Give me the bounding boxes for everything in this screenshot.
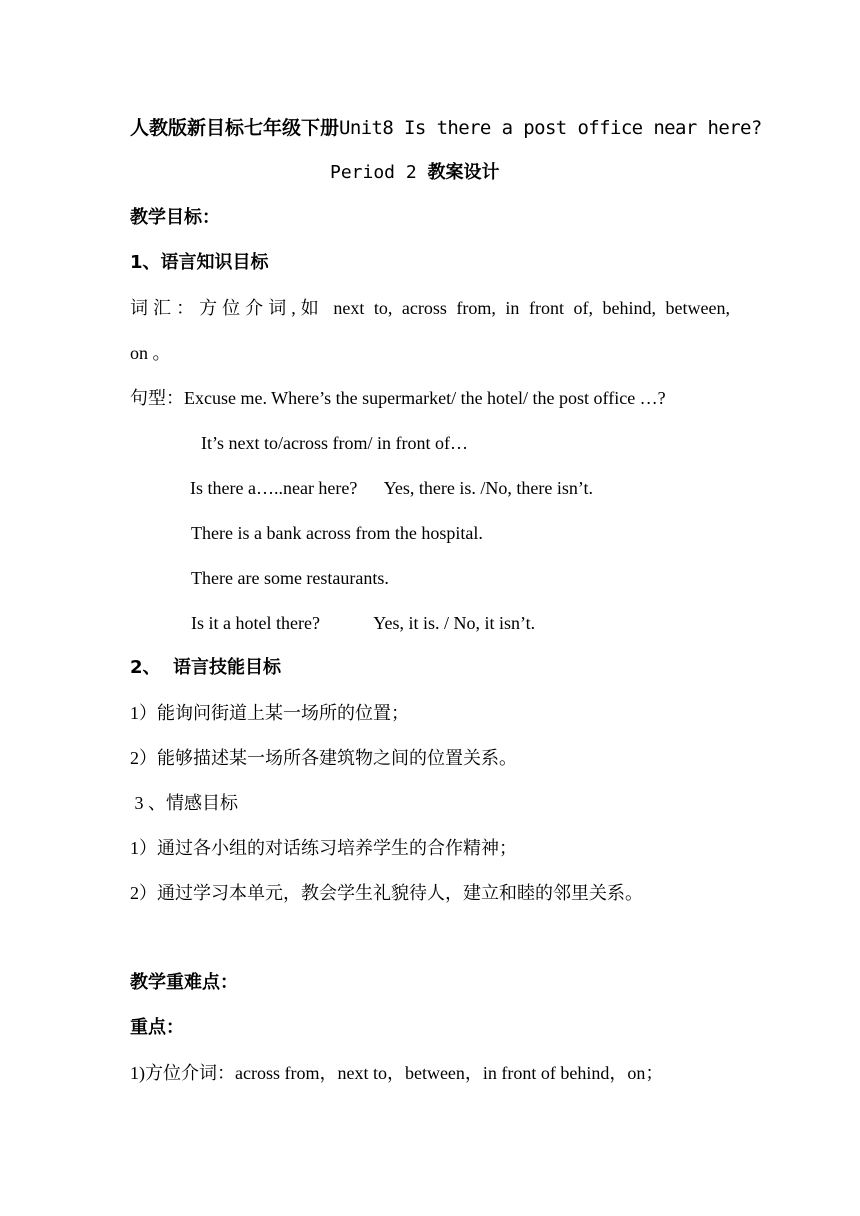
vocab-line-1: 词汇：方位介词,如 next to, across from, in front of, behind, between, [130,298,730,318]
subtitle-chinese: 教案设计 [427,162,500,183]
objectives-heading: 教学目标： [130,207,220,228]
sentence-item: Is it a hotel there? Yes, it is. / No, it isn’t. [191,613,536,633]
sentence-item: There are some restaurants. [191,568,389,588]
document-subtitle [330,161,500,185]
key-points-heading: 重点： [130,1017,184,1038]
emotion-item: 1）通过各小组的对话练习培养学生的合作精神； [130,838,517,858]
sentence-item: Is there a…..near here? Yes, there is. /No, there isn’t. [190,478,594,498]
title-english: Unit8 Is there a post office near here? [339,117,762,139]
key-point-1: 1)方位介词：across from，next to，between，in front of behind，on； [130,1063,664,1083]
sentence-item: There is a bank across from the hospital. [191,523,483,543]
subtitle-period: Period 2 [330,162,428,183]
section3-heading: 3 、情感目标 [130,793,238,813]
key-difficult-heading: 教学重难点： [130,972,238,993]
document-title [130,116,762,140]
emotion-item: 2）通过学习本单元，教会学生礼貌待人，建立和睦的邻里关系。 [130,883,643,903]
sentence-intro: 句型：Excuse me. Where’s the supermarket/ the hotel/ the post office …? [130,388,666,408]
sentence-item: It’s next to/across from/ in front of… [201,433,468,453]
skill-item: 1）能询问街道上某一场所的位置； [130,703,409,723]
vocab-line-2: on 。 [130,343,171,363]
section2-heading: 2、 语言技能目标 [130,657,282,678]
skill-item: 2）能够描述某一场所各建筑物之间的位置关系。 [130,748,517,768]
title-chinese: 人教版新目标七年级下册 [130,117,340,139]
section1-heading: 1、语言知识目标 [130,252,269,273]
